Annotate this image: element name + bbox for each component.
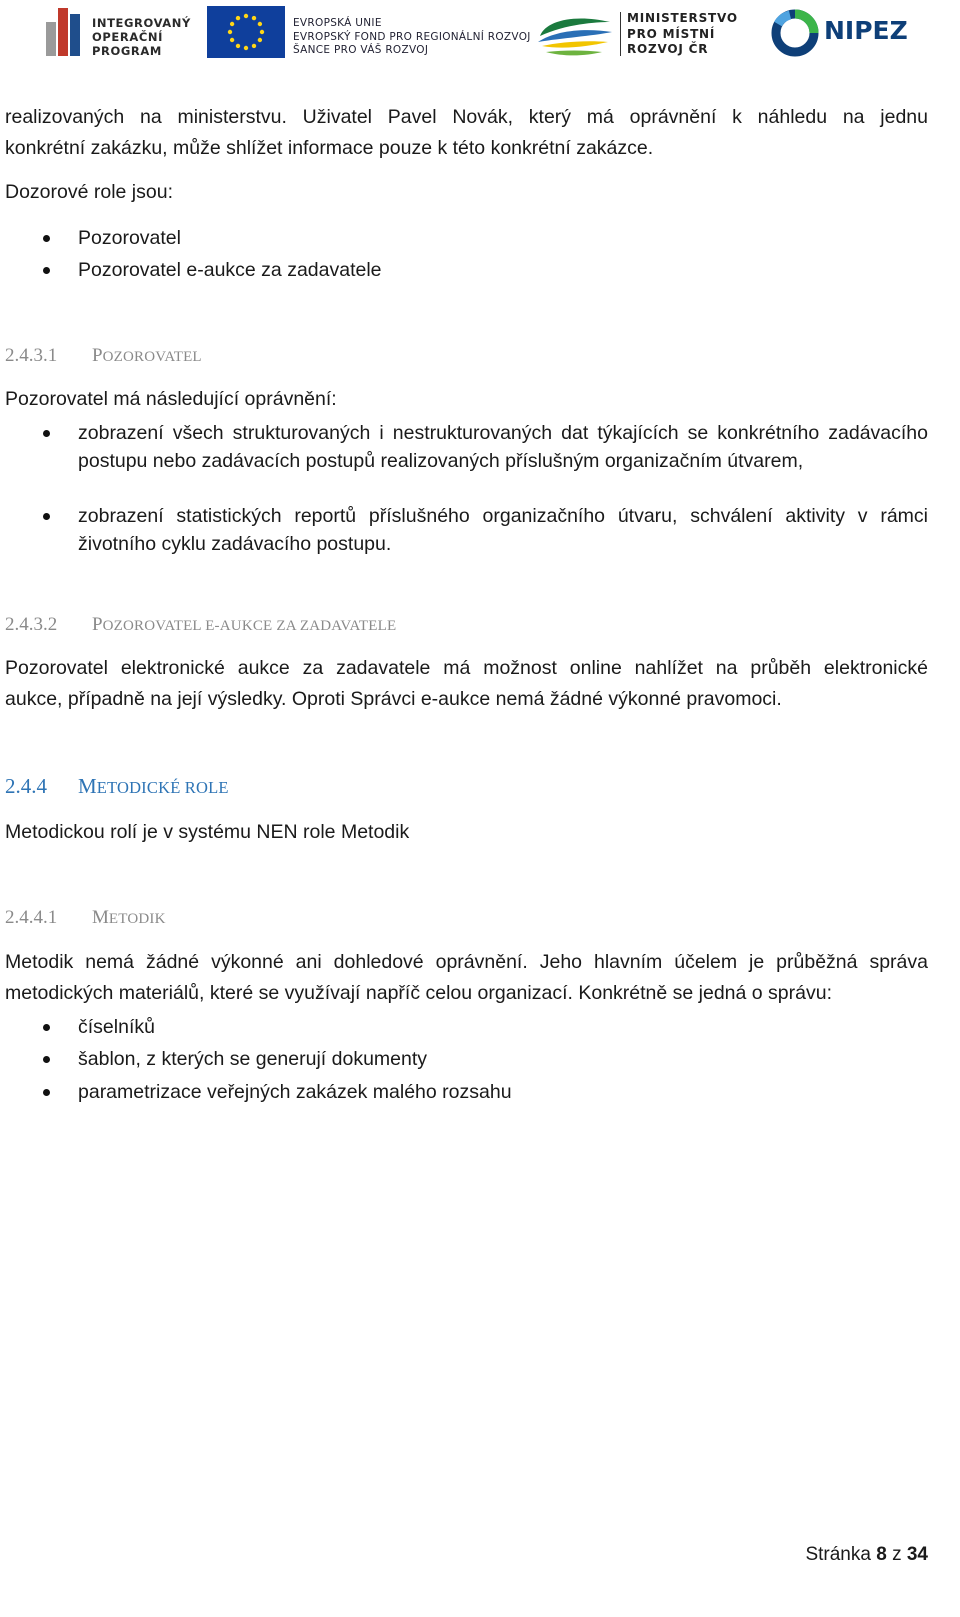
heading-number: 2.4.3.1: [5, 345, 58, 366]
eaukce-line-1: Pozorovatel elektronické aukce za zadavatele má možnost online nahlížet na průběh elektronické: [5, 657, 928, 679]
page-total: 34: [906, 1544, 928, 1565]
heading-number: 2.4.3.2: [5, 614, 58, 635]
bullet-icon: [43, 235, 50, 242]
list-item-text: zobrazení všech strukturovaných i nestrukturovaných dat týkajících se konkrétního zadávacího postupu nebo zadávacích postupů realizovaných příslušným organizačním útvarem,: [78, 422, 928, 472]
heading-title-initial: M: [78, 774, 97, 798]
iop-logo-text: INTEGROVANÝ OPERAČNÍ PROGRAM: [92, 16, 191, 58]
intro-line-2: konkrétní zakázku, může shlížet informace pouze k této konkrétní zakázce.: [5, 137, 654, 159]
nipez-logo: [770, 8, 908, 58]
list-item-text: Pozorovatel: [78, 227, 181, 249]
heading-2432: [5, 614, 396, 636]
list-item-text: parametrizace veřejných zakázek malého rozsahu: [78, 1081, 512, 1103]
page-number: [805, 1544, 928, 1566]
mmr-logo-text: MINISTERSTVO PRO MÍSTNÍ ROZVOJ ČR: [627, 11, 738, 56]
heading-2431: [5, 345, 202, 367]
bullet-icon: [43, 430, 50, 437]
dozor-roles-label: Dozorové role jsou:: [5, 181, 173, 203]
eu-flag-icon: [207, 6, 285, 58]
pozorovatel-intro: Pozorovatel má následující oprávnění:: [5, 388, 337, 410]
intro-line-1: realizovaných na ministerstvu. Uživatel Pavel Novák, který má oprávnění k náhledu na jednu: [5, 106, 928, 128]
heading-title-rest: OZOROVATEL: [102, 349, 202, 365]
list-item-text: číselníků: [78, 1016, 155, 1038]
mmr-logo: [536, 8, 736, 60]
eu-logo: [207, 6, 531, 58]
bullet-icon: [43, 1024, 50, 1031]
heading-title-rest: OZOROVATEL E-AUKCE ZA ZADAVATELE: [102, 618, 397, 634]
heading-title-initial: P: [92, 614, 103, 635]
metodicke-role-text: Metodickou rolí je v systému NEN role Metodik: [5, 821, 410, 843]
page-label: Stránka: [805, 1544, 871, 1565]
mmr-emblem-icon: [536, 12, 616, 58]
heading-title-rest: ETODICKÉ ROLE: [96, 778, 229, 797]
heading-title-rest: ETODIK: [108, 911, 166, 927]
list-item-text: šablon, z kterých se generují dokumenty: [78, 1048, 428, 1070]
bullet-icon: [43, 1089, 50, 1096]
eaukce-line-2: aukce, případně na její výsledky. Oproti Správci e-aukce nemá žádné výkonné pravomoci.: [5, 688, 782, 710]
heading-number: 2.4.4.1: [5, 907, 58, 928]
iop-logo: [46, 6, 191, 58]
bullet-icon: [43, 513, 50, 520]
page-current: 8: [876, 1544, 887, 1565]
heading-title-initial: P: [92, 345, 103, 366]
nipez-ring-icon: [770, 8, 820, 58]
page-separator: z: [892, 1544, 902, 1565]
bullet-icon: [43, 267, 50, 274]
iop-logo-bars-icon: [46, 8, 86, 56]
bullet-icon: [43, 1056, 50, 1063]
heading-number: 2.4.4: [5, 774, 47, 798]
page-header: [0, 0, 960, 75]
metodik-line-1: Metodik nemá žádné výkonné ani dohledové oprávnění. Jeho hlavním účelem je průběžná správa: [5, 951, 928, 973]
metodik-line-2: metodických materiálů, které se využívají napříč celou organizací. Konkrétně se jedná o správu:: [5, 982, 832, 1004]
heading-244: [5, 774, 229, 799]
mmr-divider: [620, 12, 621, 56]
list-item-text: zobrazení statistických reportů příslušného organizačního útvaru, schválení aktivity v rámci životního cyklu zadávacího postupu.: [78, 505, 928, 555]
heading-title-initial: M: [92, 907, 109, 928]
eu-logo-text: EVROPSKÁ UNIE EVROPSKÝ FOND PRO REGIONÁLNÍ ROZVOJ ŠANCE PRO VÁŠ ROZVOJ: [293, 17, 531, 56]
list-item-text: Pozorovatel e-aukce za zadavatele: [78, 259, 382, 281]
heading-2441: [5, 907, 166, 929]
nipez-logo-text: NIPEZ: [824, 16, 908, 45]
